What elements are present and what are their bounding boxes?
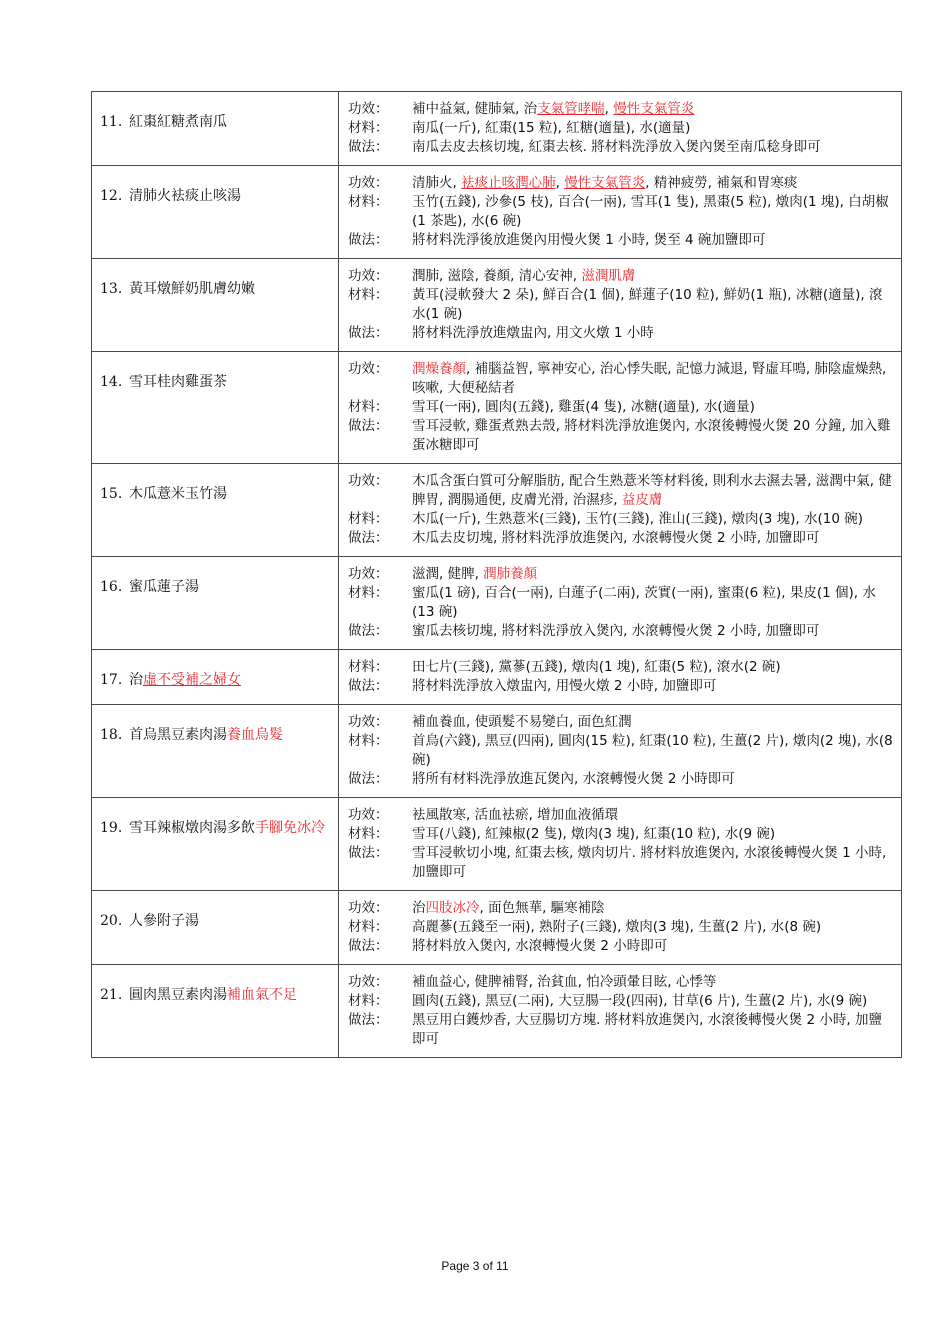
detail-field (348, 584, 893, 622)
field-value (412, 565, 893, 584)
detail-field (348, 899, 893, 918)
table-row (92, 965, 902, 1058)
value-segment: 雪耳(八錢), 紅辣椒(2 隻), 燉肉(3 塊), 紅棗(10 粒), 水(9 碗) (412, 826, 776, 842)
field-value (412, 1011, 893, 1049)
field-label: 做法： (348, 771, 389, 787)
title-segment: 清肺火袪痰止咳湯 (129, 188, 241, 204)
recipe-details-cell (339, 891, 902, 965)
title-segment: 蜜瓜蓮子湯 (129, 579, 199, 595)
table-row (92, 798, 902, 891)
recipe-name (100, 259, 332, 298)
detail-field (348, 770, 893, 789)
detail-field (348, 174, 893, 193)
field-value (412, 529, 893, 548)
value-segment: 木瓜含蛋白質可分解脂肪, 配合生熟薏米等材料後, 則利水去濕去暑, 滋潤中氣, 健脾胃, 潤腸通便, 皮膚光滑, 治濕疹, (412, 473, 892, 508)
field-label: 功效： (348, 473, 389, 489)
field-value (412, 398, 893, 417)
value-segment: 慢性支氣管炎 (564, 175, 646, 191)
title-segment: 雪耳桂肉雞蛋茶 (129, 374, 227, 390)
value-segment: , (604, 101, 614, 117)
recipe-title (129, 280, 332, 298)
recipe-title (129, 485, 332, 503)
recipe-name-cell (92, 557, 339, 650)
field-value (412, 899, 893, 918)
field-label: 功效： (348, 566, 389, 582)
field-label: 功效： (348, 974, 389, 990)
field-value (412, 417, 893, 455)
recipe-details-cell (339, 705, 902, 798)
title-segment: 紅棗紅糖煮南瓜 (129, 114, 227, 130)
detail-field (348, 732, 893, 770)
field-value (412, 937, 893, 956)
field-label: 做法： (348, 678, 389, 694)
value-segment: 袪痰止咳潤心肺 (461, 175, 556, 191)
field-label: 功效： (348, 101, 389, 117)
field-label: 做法： (348, 418, 389, 434)
value-segment: 圓肉(五錢), 黑豆(二兩), 大豆腸一段(四兩), 甘草(6 片), 生薑(2 片), 水(9 碗) (412, 993, 868, 1009)
recipe-title (129, 113, 332, 131)
detail-field (348, 267, 893, 286)
detail-field (348, 360, 893, 398)
value-segment: 首烏(六錢), 黑豆(四兩), 圓肉(15 粒), 紅棗(10 粒), 生薑(2 片), 燉肉(2 塊), 水(8 碗) (412, 733, 893, 768)
recipe-name-cell (92, 650, 339, 705)
recipe-number: 12. (100, 188, 123, 204)
value-segment: , 精神疲勞, 補氣和胃寒痰 (645, 175, 798, 191)
value-segment: 補血益心, 健脾補腎, 治貧血, 怕冷頭暈目眩, 心悸等 (412, 974, 717, 990)
recipe-details-cell (339, 92, 902, 166)
field-value (412, 174, 893, 193)
detail-field (348, 324, 893, 343)
title-segment: 手腳免冰冷 (255, 820, 325, 836)
recipe-number: 18. (100, 727, 123, 743)
detail-field (348, 992, 893, 1011)
field-label: 材料： (348, 585, 389, 601)
value-segment: 田七片(三錢), 黨蔘(五錢), 燉肉(1 塊), 紅棗(5 粒), 滾水(2 碗) (412, 659, 781, 675)
field-label: 功效： (348, 714, 389, 730)
detail-field (348, 806, 893, 825)
recipe-name (100, 92, 332, 131)
detail-field (348, 510, 893, 529)
recipe-name-cell (92, 259, 339, 352)
title-segment: 虛不受補之婦女 (143, 672, 241, 688)
value-segment: 玉竹(五錢), 沙參(5 枝), 百合(一兩), 雪耳(1 隻), 黑棗(5 粒), 燉肉(1 塊), 白胡椒(1 茶匙), 水(6 碗) (412, 194, 889, 229)
title-segment: 首烏黑豆素肉湯 (129, 727, 227, 743)
detail-field (348, 918, 893, 937)
field-label: 做法： (348, 1012, 389, 1028)
field-value (412, 510, 893, 529)
recipe-name (100, 557, 332, 596)
title-segment: 黃耳燉鮮奶肌膚幼嫩 (129, 281, 255, 297)
detail-field (348, 529, 893, 548)
recipe-title (129, 578, 332, 596)
recipe-name-cell (92, 464, 339, 557)
field-label: 材料： (348, 733, 389, 749)
value-segment: 蜜瓜去核切塊, 將材料洗淨放入煲內, 水滾轉慢火煲 2 小時, 加鹽即可 (412, 623, 820, 639)
detail-field (348, 231, 893, 250)
recipe-number: 11. (100, 114, 123, 130)
value-segment: 潤燥養顏 (412, 361, 466, 377)
table-row (92, 705, 902, 798)
value-segment: 將材料洗淨後放進煲內用慢火煲 1 小時, 煲至 4 碗加鹽即可 (412, 232, 766, 248)
field-label: 做法： (348, 232, 389, 248)
value-segment: 支氣管哮喘 (537, 101, 605, 117)
recipe-title (129, 671, 332, 689)
detail-field (348, 100, 893, 119)
value-segment: 蜜瓜(1 磅), 百合(一兩), 白蓮子(二兩), 茨實(一兩), 蜜棗(6 粒), 果皮(1 個), 水(13 碗) (412, 585, 876, 620)
recipe-title (129, 819, 332, 837)
recipe-number: 15. (100, 486, 123, 502)
field-value (412, 286, 893, 324)
recipe-details-cell (339, 166, 902, 259)
table-row (92, 166, 902, 259)
detail-field (348, 1011, 893, 1049)
field-value (412, 918, 893, 937)
detail-field (348, 844, 893, 882)
recipe-name (100, 798, 332, 837)
value-segment: 清肺火, (412, 175, 462, 191)
field-value (412, 677, 893, 696)
field-label: 功效： (348, 268, 389, 284)
field-label: 做法： (348, 325, 389, 341)
field-label: 材料： (348, 399, 389, 415)
detail-field (348, 565, 893, 584)
recipe-number: 21. (100, 987, 123, 1003)
recipe-name (100, 891, 332, 930)
field-value (412, 231, 893, 250)
field-value (412, 138, 893, 157)
recipe-name-cell (92, 798, 339, 891)
recipe-name (100, 352, 332, 391)
field-value (412, 360, 893, 398)
value-segment: 潤肺, 滋陰, 養顏, 清心安神, (412, 268, 582, 284)
recipe-title (129, 986, 332, 1004)
recipe-name-cell (92, 965, 339, 1058)
field-label: 做法： (348, 530, 389, 546)
field-value (412, 324, 893, 343)
field-value (412, 713, 893, 732)
value-segment: 將材料洗淨放入燉盅內, 用慢火燉 2 小時, 加鹽即可 (412, 678, 717, 694)
field-value (412, 193, 893, 231)
value-segment: 木瓜(一斤), 生熟薏米(三錢), 玉竹(三錢), 淮山(三錢), 燉肉(3 塊), 水(10 碗) (412, 511, 863, 527)
value-segment: 將所有材料洗淨放進瓦煲內, 水滾轉慢火煲 2 小時即可 (412, 771, 735, 787)
value-segment: 將材料放入煲內, 水滾轉慢火煲 2 小時即可 (412, 938, 668, 954)
field-value (412, 770, 893, 789)
value-segment: 治 (412, 900, 426, 916)
recipe-details-cell (339, 557, 902, 650)
field-label: 材料： (348, 287, 389, 303)
recipe-table (91, 91, 902, 1058)
field-label: 功效： (348, 807, 389, 823)
recipe-details-cell (339, 464, 902, 557)
value-segment: , (555, 175, 565, 191)
recipe-number: 20. (100, 913, 123, 929)
detail-field (348, 713, 893, 732)
recipe-name-cell (92, 891, 339, 965)
field-label: 做法： (348, 623, 389, 639)
field-value (412, 584, 893, 622)
value-segment: 雪耳浸軟, 雞蛋煮熟去殼, 將材料洗淨放進煲內, 水滾後轉慢火煲 20 分鐘, 加入雞蛋冰糖即可 (412, 418, 891, 453)
recipe-name-cell (92, 166, 339, 259)
detail-field (348, 973, 893, 992)
value-segment: 雪耳(一兩), 圓肉(五錢), 雞蛋(4 隻), 冰糖(適量), 水(適量) (412, 399, 755, 415)
detail-field (348, 398, 893, 417)
detail-field (348, 825, 893, 844)
detail-field (348, 622, 893, 641)
detail-field (348, 138, 893, 157)
value-segment: 南瓜(一斤), 紅棗(15 粒), 紅糖(適量), 水(適量) (412, 120, 691, 136)
value-segment: 木瓜去皮切塊, 將材料洗淨放進煲內, 水滾轉慢火煲 2 小時, 加鹽即可 (412, 530, 820, 546)
value-segment: 黃耳(浸軟發大 2 朵), 鮮百合(1 個), 鮮蓮子(10 粒), 鮮奶(1 瓶), 冰糖(適量), 滾水(1 碗) (412, 287, 883, 322)
table-row (92, 557, 902, 650)
value-segment: , 面色無華, 驅寒補陰 (479, 900, 605, 916)
field-label: 功效： (348, 900, 389, 916)
recipe-number: 16. (100, 579, 123, 595)
value-segment: 南瓜去皮去核切塊, 紅棗去核. 將材料洗淨放入煲內煲至南瓜稔身即可 (412, 139, 821, 155)
title-segment: 雪耳辣椒燉肉湯多飲 (129, 820, 255, 836)
recipe-name-cell (92, 92, 339, 166)
field-value (412, 973, 893, 992)
recipe-number: 14. (100, 374, 123, 390)
field-value (412, 119, 893, 138)
field-label: 材料： (348, 919, 389, 935)
value-segment: 四肢冰冷 (425, 900, 480, 916)
field-label: 材料： (348, 659, 389, 675)
field-label: 做法： (348, 938, 389, 954)
field-label: 做法： (348, 139, 389, 155)
field-value (412, 622, 893, 641)
recipe-number: 17. (100, 672, 123, 688)
title-segment: 治 (129, 672, 143, 688)
recipe-number: 19. (100, 820, 123, 836)
value-segment: , 補腦益智, 寧神安心, 治心悸失眠, 記憶力減退, 腎虛耳鳴, 肺陰虛燥熱, 咳嗽, 大便秘結者 (412, 361, 887, 396)
title-segment: 養血烏髮 (227, 727, 283, 743)
value-segment: 雪耳浸軟切小塊, 紅棗去核, 燉肉切片. 將材料放進煲內, 水滾後轉慢火煲 1 小時, 加鹽即可 (412, 845, 887, 880)
field-value (412, 992, 893, 1011)
field-value (412, 806, 893, 825)
table-row (92, 259, 902, 352)
table-row (92, 891, 902, 965)
recipe-name-cell (92, 352, 339, 464)
value-segment: 補血養血, 使頭髮不易變白, 面色紅潤 (412, 714, 632, 730)
value-segment: 黑豆用白鑊炒香, 大豆腸切方塊. 將材料放進煲內, 水滾後轉慢火煲 2 小時, 加鹽即可 (412, 1012, 883, 1047)
recipe-title (129, 912, 332, 930)
detail-field (348, 286, 893, 324)
recipe-details-cell (339, 650, 902, 705)
value-segment: 潤肺養顏 (483, 566, 538, 582)
recipe-title (129, 373, 332, 391)
recipe-name (100, 464, 332, 503)
value-segment: 高麗蔘(五錢至一兩), 熟附子(三錢), 燉肉(3 塊), 生薑(2 片), 水(8 碗) (412, 919, 822, 935)
recipe-details-cell (339, 352, 902, 464)
field-value (412, 100, 893, 119)
recipe-details-cell (339, 798, 902, 891)
detail-field (348, 677, 893, 696)
recipe-number: 13. (100, 281, 123, 297)
recipe-title (129, 187, 332, 205)
field-label: 材料： (348, 120, 389, 136)
title-segment: 人參附子湯 (129, 913, 199, 929)
recipe-name (100, 650, 332, 689)
field-label: 功效： (348, 361, 389, 377)
recipe-details-cell (339, 259, 902, 352)
detail-field (348, 658, 893, 677)
field-value (412, 472, 893, 510)
recipe-name (100, 166, 332, 205)
field-label: 材料： (348, 194, 389, 210)
table-row (92, 650, 902, 705)
field-label: 材料： (348, 993, 389, 1009)
field-value (412, 825, 893, 844)
title-segment: 補血氣不足 (227, 987, 297, 1003)
recipe-name-cell (92, 705, 339, 798)
field-label: 材料： (348, 511, 389, 527)
value-segment: 慢性支氣管炎 (613, 101, 695, 117)
table-row (92, 352, 902, 464)
detail-field (348, 937, 893, 956)
field-value (412, 658, 893, 677)
table-row (92, 92, 902, 166)
value-segment: 袪風散寒, 活血袪瘀, 增加血液循環 (412, 807, 619, 823)
field-value (412, 844, 893, 882)
field-label: 做法： (348, 845, 389, 861)
field-label: 功效： (348, 175, 389, 191)
recipe-title (129, 726, 332, 744)
detail-field (348, 119, 893, 138)
value-segment: 滋潤, 健脾, (412, 566, 484, 582)
detail-field (348, 193, 893, 231)
title-segment: 圓肉黑豆素肉湯 (129, 987, 227, 1003)
recipe-name (100, 705, 332, 744)
recipe-details-cell (339, 965, 902, 1058)
value-segment: 將材料洗淨放進燉盅內, 用文火燉 1 小時 (412, 325, 654, 341)
field-value (412, 267, 893, 286)
detail-field (348, 472, 893, 510)
title-segment: 木瓜薏米玉竹湯 (129, 486, 227, 502)
value-segment: 益皮膚 (621, 492, 663, 508)
value-segment: 滋潤肌膚 (581, 268, 636, 284)
field-value (412, 732, 893, 770)
recipe-table-body (92, 92, 902, 1058)
detail-field (348, 417, 893, 455)
table-row (92, 464, 902, 557)
value-segment: 補中益氣, 健肺氣, 治 (412, 101, 538, 117)
page-number: Page 3 of 11 (441, 1259, 509, 1273)
recipe-name (100, 965, 332, 1004)
field-label: 材料： (348, 826, 389, 842)
